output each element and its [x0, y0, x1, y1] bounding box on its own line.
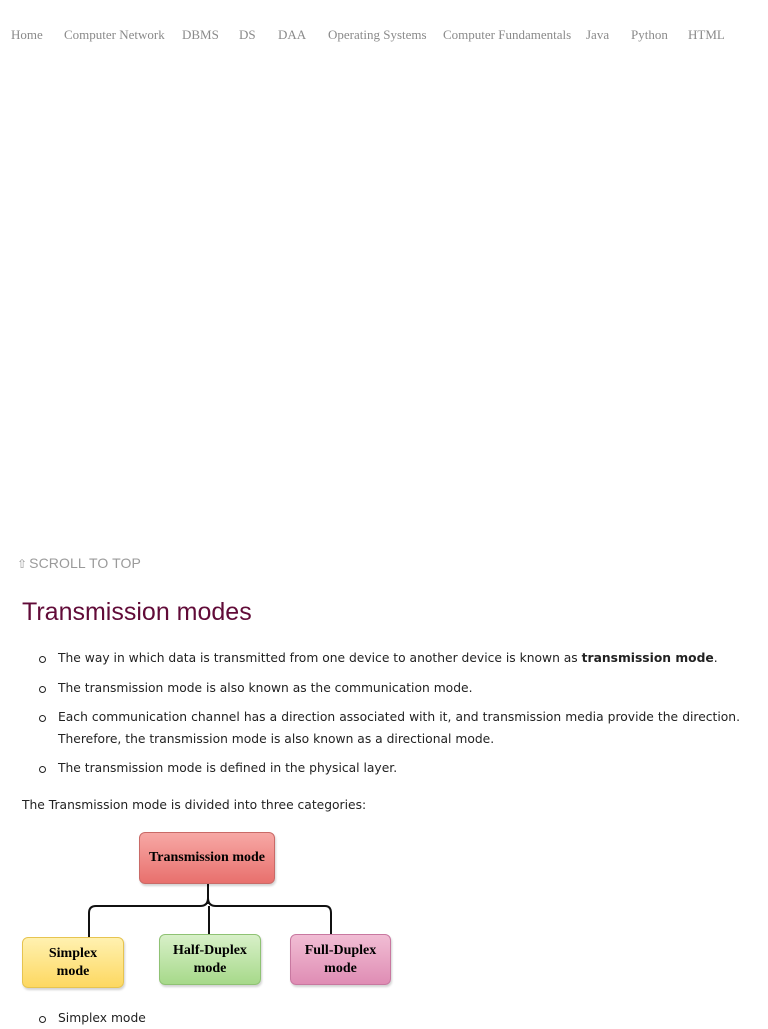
circle-bullet-icon: [39, 686, 46, 693]
nav-item-java[interactable]: Java: [586, 27, 610, 42]
list-item: [22, 758, 740, 780]
bullet-text-end: .: [713, 651, 718, 665]
nav-item-home[interactable]: Home: [11, 27, 43, 42]
simplex-node-label: Simplex mode: [48, 945, 98, 979]
categories-intro-text: The Transmission mode is divided into three categories:: [22, 798, 367, 812]
circle-bullet-icon: [39, 715, 46, 722]
nav-item-ds[interactable]: DS: [239, 27, 256, 42]
top-nav: [0, 22, 768, 48]
modes-list: [22, 1008, 740, 1029]
transmission-mode-diagram: [18, 828, 398, 992]
bullet-text: Each communication channel has a direction associated with it, and transmission media provide the direction. Therefore, the transmission mode is also known as a directional mode.: [58, 710, 740, 746]
nav-item-html[interactable]: HTML: [688, 27, 725, 42]
list-item: [22, 707, 740, 750]
root-node-transmission-mode: Transmission mode: [139, 832, 275, 884]
nav-item-python[interactable]: Python: [631, 27, 668, 42]
full-duplex-node-label: Full-Duplex mode: [304, 942, 377, 976]
page-title: Transmission modes: [22, 598, 252, 626]
half-duplex-node-label: Half-Duplex mode: [173, 942, 247, 976]
bullet-text: The transmission mode is defined in the physical layer.: [58, 761, 398, 775]
scroll-to-top-label: SCROLL TO TOP: [29, 555, 141, 571]
circle-bullet-icon: [39, 766, 46, 773]
child-node-simplex: [22, 937, 124, 988]
nav-item-dbms[interactable]: DBMS: [182, 27, 219, 42]
intro-bullet-list: [22, 648, 740, 788]
child-node-full-duplex: [290, 934, 391, 985]
circle-bullet-icon: [39, 656, 46, 663]
list-item: [22, 648, 740, 670]
scroll-to-top-link[interactable]: [17, 555, 141, 571]
bold-term: transmission mode: [581, 651, 714, 665]
nav-item-computer-network[interactable]: Computer Network: [64, 27, 165, 42]
circle-bullet-icon: [39, 1016, 46, 1023]
bullet-text: The way in which data is transmitted from one device to another device is known as: [58, 651, 582, 665]
nav-item-operating-systems[interactable]: Operating Systems: [328, 27, 427, 42]
nav-item-computer-fundamentals[interactable]: Computer Fundamentals: [443, 27, 572, 42]
up-arrow-icon: ⇧: [17, 557, 28, 571]
list-item: [22, 678, 740, 700]
list-item: [22, 1008, 740, 1029]
nav-item-daa[interactable]: DAA: [278, 27, 307, 42]
bullet-text: The transmission mode is also known as the communication mode.: [58, 680, 473, 695]
mode-item-text: Simplex mode: [58, 1011, 146, 1025]
child-node-half-duplex: [159, 934, 261, 985]
